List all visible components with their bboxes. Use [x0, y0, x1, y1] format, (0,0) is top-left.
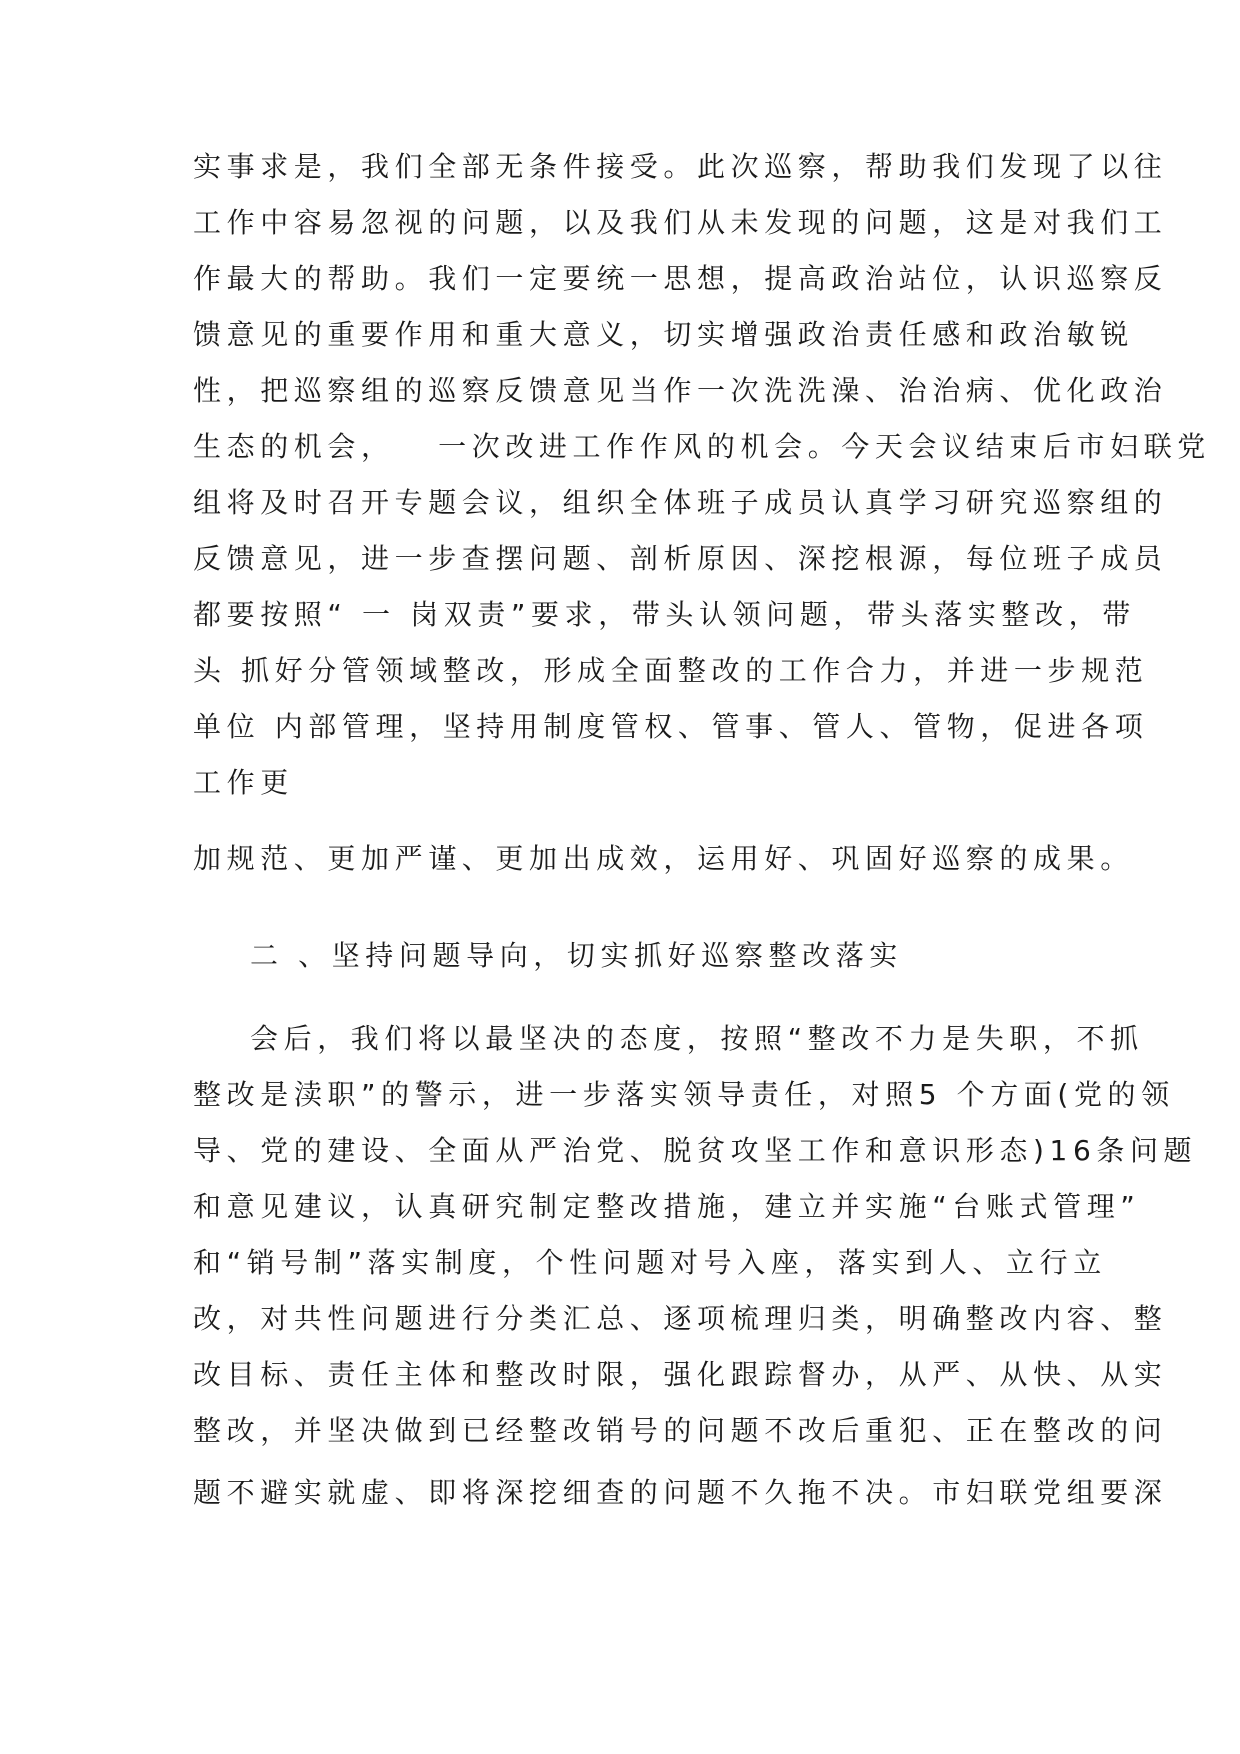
section-heading: 二 、坚持问题导向，切实抓好巡察整改落实: [250, 939, 903, 972]
paragraph1-line-4: 馈意见的重要作用和重大意义，切实增强政治责任感和政治敏锐: [193, 318, 1134, 351]
paragraph2-line-8: 整改，并坚决做到已经整改销号的问题不改后重犯、正在整改的问: [193, 1414, 1168, 1447]
paragraph1-line-11: 单位 内部管理，坚持用制度管权、管事、管人、管物，促进各项: [193, 710, 1149, 743]
paragraph1-line-1: 实事求是，我们全部无条件接受。此次巡察，帮助我们发现了以往: [193, 150, 1168, 183]
paragraph1-line-10: 头 抓好分管领域整改，形成全面整改的工作合力，并进一步规范: [193, 654, 1149, 687]
paragraph2-line-4: 和意见建议，认真研究制定整改措施，建立并实施“台账式管理”: [193, 1190, 1141, 1223]
paragraph1-line-8: 反馈意见，进一步查摆问题、剖析原因、深挖根源，每位班子成员: [193, 542, 1168, 575]
paragraph2-line-3: 导、党的建设、全面从严治党、脱贫攻坚工作和意识形态)16条问题: [193, 1134, 1198, 1167]
paragraph1-line-3: 作最大的帮助。我们一定要统一思想，提高政治站位，认识巡察反: [193, 262, 1168, 295]
paragraph1-line-7: 组将及时召开专题会议，组织全体班子成员认真学习研究巡察组的: [193, 486, 1168, 519]
paragraph2-line-7: 改目标、责任主体和整改时限，强化跟踪督办，从严、从快、从实: [193, 1358, 1168, 1391]
paragraph1-line-2: 工作中容易忽视的问题，以及我们从未发现的问题，这是对我们工: [193, 206, 1168, 239]
paragraph2-line-2: 整改是渎职”的警示，进一步落实领导责任，对照5 个方面(党的领: [193, 1078, 1175, 1111]
paragraph1-line-12: 工作更: [193, 766, 294, 799]
paragraph1-line-6: 生态的机会， 一次改进工作作风的机会。今天会议结束后市妇联党: [193, 430, 1211, 463]
paragraph1-continued: 加规范、更加严谨、更加出成效，运用好、巩固好巡察的成果。: [193, 842, 1134, 875]
paragraph1-line-5: 性，把巡察组的巡察反馈意见当作一次洗洗澡、治治病、优化政治: [193, 374, 1168, 407]
paragraph2-line-1: 会后，我们将以最坚决的态度，按照“整改不力是失职，不抓: [250, 1022, 1144, 1055]
paragraph1-line-9: 都要按照“ 一 岗双责”要求，带头认领问题，带头落实整改，带: [193, 598, 1136, 631]
paragraph2-line-5: 和“销号制”落实制度，个性问题对号入座，落实到人、立行立: [193, 1246, 1107, 1279]
paragraph2-line-6: 改，对共性问题进行分类汇总、逐项梳理归类，明确整改内容、整: [193, 1302, 1168, 1335]
paragraph2-line-9: 题不避实就虚、即将深挖细查的问题不久拖不决。市妇联党组要深: [193, 1476, 1168, 1509]
